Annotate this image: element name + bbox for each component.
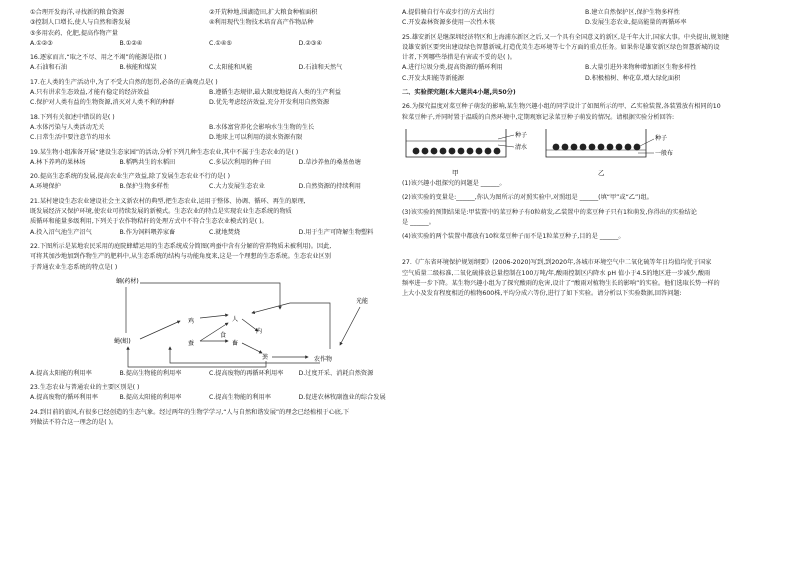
option: D.自然资源的持续利用 xyxy=(298,183,361,191)
option: A.提高废物的循环利用率 xyxy=(30,394,98,402)
option: B.大量引进外来物种增加新区生物多样性 xyxy=(585,64,697,72)
option: C.开发森林资源多使用一次性木筷 xyxy=(402,19,495,27)
option: B.提高生物能的利用率 xyxy=(119,369,182,377)
option-row xyxy=(30,88,388,98)
left-column xyxy=(30,8,388,428)
option: B.稻鸭共生的水稻田 xyxy=(119,158,176,166)
subquestion: (2)该实验的变量是:______,你认为图所示的对照实验中,对照组是 ______(填“甲”或“乙”)组。 xyxy=(402,194,653,202)
question-24-line: 24.到目前的旅风,有很多已经创造的生态气象。经过两年的生物学学习,“人与自然和谐发展”的理念已经植根于心底,下 xyxy=(30,408,350,416)
question-18: 18.下列有关叙述中错误的是( ) xyxy=(30,113,115,121)
option: A.林下养鸡的果林场 xyxy=(30,158,86,166)
option: A.只有讲求生态效益,才能有稳定的经济效益 xyxy=(30,89,150,97)
option-row xyxy=(402,18,768,28)
option: B.作为饲料喂养家畜 xyxy=(119,228,176,236)
question-21-line: 质循环和能量多级利用,下列关于农作物秸秆的处理方式中不符合生态农业模式的是( )。 xyxy=(30,218,268,226)
option: B.建立自然保护区,保护生物多样性 xyxy=(585,9,680,16)
diagram-node: 光能 xyxy=(356,297,369,305)
question-24-line: 列做法不符合这一理念的是( )。 xyxy=(30,419,118,427)
option: C.开发太阳能等新能源 xyxy=(402,74,464,82)
option: A.环境保护 xyxy=(30,183,61,191)
option: D.过度开采、消耗自然资源 xyxy=(298,369,374,377)
option-row xyxy=(30,182,388,192)
option: B.核能和煤炭 xyxy=(119,64,157,72)
option-row xyxy=(30,39,388,49)
figure-label: 甲 xyxy=(452,168,459,177)
diagram-node: 畜 xyxy=(232,339,239,347)
diagram-node: 内 xyxy=(256,327,263,335)
option-row xyxy=(30,123,388,133)
option: B.遵循生态规律,最大限度地提高人类的生产利益 xyxy=(209,89,341,97)
option: A.石油和石油 xyxy=(30,64,68,72)
question-26-line: 26.为探究温度对菜豆种子萌发的影响,某生物兴趣小组的同学设计了如图所示的甲、乙实验装置,各装置放有相同的10 xyxy=(402,103,721,111)
option: A.①②③ xyxy=(30,39,53,47)
figure-label: 种子 xyxy=(655,134,668,142)
subquestion: (4)该实验的两个装置中都放有10粒菜豆种子而不是1粒菜豆种子,目的是 ______。 xyxy=(402,233,625,241)
option-row xyxy=(402,63,768,73)
question-16: 16.逐家而言,“取之不尽、用之不竭”的能源是指( ) xyxy=(30,54,167,62)
option-row xyxy=(402,8,768,18)
option: D.②③④ xyxy=(298,39,322,47)
question-27-line: 27.《广东省环境保护规划纲要》(2006-2020)写到,到2020年,各城市环境空气中二氧化硫等年日均值均优于国家 xyxy=(402,259,712,267)
question-22-line: 22.下图所示是某地农民采用的庭院蜂蜡运用的生态系统成分简图(鸡蚕中含有分解的营养物质未被利用)。因此, xyxy=(30,242,332,250)
diagram-node: 农作物 xyxy=(314,355,333,363)
option: D.草沙养鱼的桑基鱼塘 xyxy=(298,158,361,166)
subquestion: (1)该兴趣小组探究的问题是 ______。 xyxy=(402,179,506,187)
question-26-line: 粒菜豆种子,并同时置于温暖的自然环境中,定期观察记录菜豆种子萌发的情况。请根据实验分析回答: xyxy=(402,113,675,121)
option-row xyxy=(402,74,768,84)
figure-label: 一般布 xyxy=(655,149,674,157)
experiment-figure xyxy=(402,123,768,179)
option-row xyxy=(30,393,388,403)
option-row xyxy=(30,98,388,108)
figure-label: 乙 xyxy=(598,168,605,177)
subquestion: 是 ______。 xyxy=(402,218,435,226)
option: D.优先考虑经济效益,充分开发利用自然资源 xyxy=(209,99,330,107)
option-row xyxy=(30,18,388,28)
option: A.提高太阳能的利用率 xyxy=(30,369,92,377)
section-heading: 二、实验探究题(本大题共4小题,共50分) xyxy=(402,89,516,97)
figure-label: 清水 xyxy=(515,143,528,151)
option-row xyxy=(30,63,388,73)
option: C.日常生活中要注意节约用水 xyxy=(30,134,111,142)
diagram-node: 蝇(蛆) xyxy=(114,337,131,345)
diagram-node: 食 xyxy=(220,331,227,339)
diagram-node: 鸡 xyxy=(188,317,195,325)
question-25-line: 设雄安新区要突出建设绿色智慧新城,打造优美生态环境等七个方面的重点任务。如果你是雄安新区绿色智慧新城的设 xyxy=(402,43,720,51)
option: C.①④⑤ xyxy=(209,39,232,47)
option: ④利用现代生物技术培育高产作物品种 xyxy=(209,19,314,27)
right-column xyxy=(402,8,768,300)
question-21-line: 既发展经济又保护环境,使农业可持续发展的新模式。生态农业的特点是实现农业生态系统的物质 xyxy=(30,208,292,216)
option: D.地球上可以利用的淡水资源有限 xyxy=(209,134,303,142)
question-27-line: 空气质量二级标准,二氧化硫排放总量控制在100万吨/年,酸雨控制区内降水 pH 值小于4.5的地区进一步减少,酸雨 xyxy=(402,269,711,277)
figure-label: 种子 xyxy=(515,131,528,139)
option: C.太阳能和风能 xyxy=(209,64,253,72)
question-25-line: 计者,下列哪些举措是有害或不妥的是( )。 xyxy=(402,54,516,62)
option: D.用于生产可降解生物塑料 xyxy=(298,228,374,236)
option: C.提高废物的再循环利用率 xyxy=(209,369,284,377)
option: A.提倡骑自行车或步行的方式出行 xyxy=(402,9,495,16)
question-19: 19.某生物小组准备开展“建设生态家园”的活动,分析下列几种生态农业,其中不属于生态农业的是( ) xyxy=(30,148,299,156)
option: B.水体富营养化会影响水生生物的生长 xyxy=(209,123,315,131)
option: B.①②④ xyxy=(119,39,143,47)
option: C.多层次利用的种子田 xyxy=(209,158,271,166)
option-row xyxy=(30,369,388,379)
question-25-line: 25.雄安新区是继深圳经济特区和上海浦东新区之后,又一个具有全国意义的新区,是千年大计,国家大事。中央提出,规划建 xyxy=(402,33,730,41)
option: B.保护生物多样性 xyxy=(119,183,170,191)
option: ①合理开发海洋,寻找新的粮食资源 xyxy=(30,9,125,16)
option: ③控制人口增长,使人与自然和谐发展 xyxy=(30,19,131,27)
option: C.提高生物能的利用率 xyxy=(209,394,271,402)
food-web-diagram xyxy=(30,273,388,369)
question-22-line: 可将其加沙地加到作物生产的肥料中,从生态系统的结构与功能角度来,这是一个理想的生态系统。生态农业区别 xyxy=(30,253,331,261)
diagram-node: 蛹(药材) xyxy=(116,277,139,285)
option: A.水体污染与人类活动无关 xyxy=(30,123,105,131)
diagram-node: 粪 xyxy=(262,353,269,361)
question-27-line: 上大小及发育程度相近的植物600株,平均分成六等份,进行了如下实验。请分析以下实验数据,回答问题: xyxy=(402,290,682,298)
option: D.发展生态农业,提高能量的再循环率 xyxy=(585,19,687,27)
option: D.促进农林牧副渔业的综合发展 xyxy=(298,394,386,402)
option: C.大力发展生态农业 xyxy=(209,183,265,191)
question-22-line: 于普通农业生态系统的特点是( ) xyxy=(30,263,118,271)
option: ②开荒种地,围湖造田,扩大粮食种植面积 xyxy=(209,9,318,16)
question-21-line: 21.某村建设生态农业建设社会主义新农村的典型,把生态农业,运用于整体、协调、循环、再生的原理, xyxy=(30,197,306,205)
option: A.投入沼气池生产沼气 xyxy=(30,228,92,236)
option-row xyxy=(30,228,388,238)
option-row xyxy=(30,158,388,168)
option-row xyxy=(30,133,388,143)
question-27-line: 频率进一步下降。某生物兴趣小组为了探究酸雨的危害,设计了“酸雨对植物生长的影响”的实验。他们选取长势一样的 xyxy=(402,280,720,288)
option: D.石油和天然气 xyxy=(298,64,343,72)
option: C.就地焚烧 xyxy=(209,228,241,236)
diagram-node: 蚕 xyxy=(188,339,195,347)
diagram-node: 人 xyxy=(232,315,239,323)
question-20: 20.提高生态系统的发展,提高农业生产效益,除了发展生态农业不行的是( ) xyxy=(30,173,231,181)
question-23: 23.生态农业与普通农业的主要区别是( ) xyxy=(30,384,140,392)
option: A.进行垃圾分类,提高资源的循环利用 xyxy=(402,64,503,72)
subquestion: (3)该实验的预期结果是:甲装置中的菜豆种子有0粒萌发,乙装置中的菜豆种子只有1粒萌发,你得出的实验结论 xyxy=(402,208,697,216)
option: B.提高太阳能的利用率 xyxy=(119,394,182,402)
option: C.保护对人类有益的生物资源,消灭对人类不利的种群 xyxy=(30,99,175,107)
option: ⑤多用农药、化肥,提高作物产量 xyxy=(30,29,118,37)
option: D.积极植树、种花草,增大绿化面积 xyxy=(585,74,681,82)
question-17: 17.在人类的生产活动中,为了不受大自然的惩罚,必备的正确观点是( ) xyxy=(30,78,218,86)
option-row xyxy=(30,8,388,18)
